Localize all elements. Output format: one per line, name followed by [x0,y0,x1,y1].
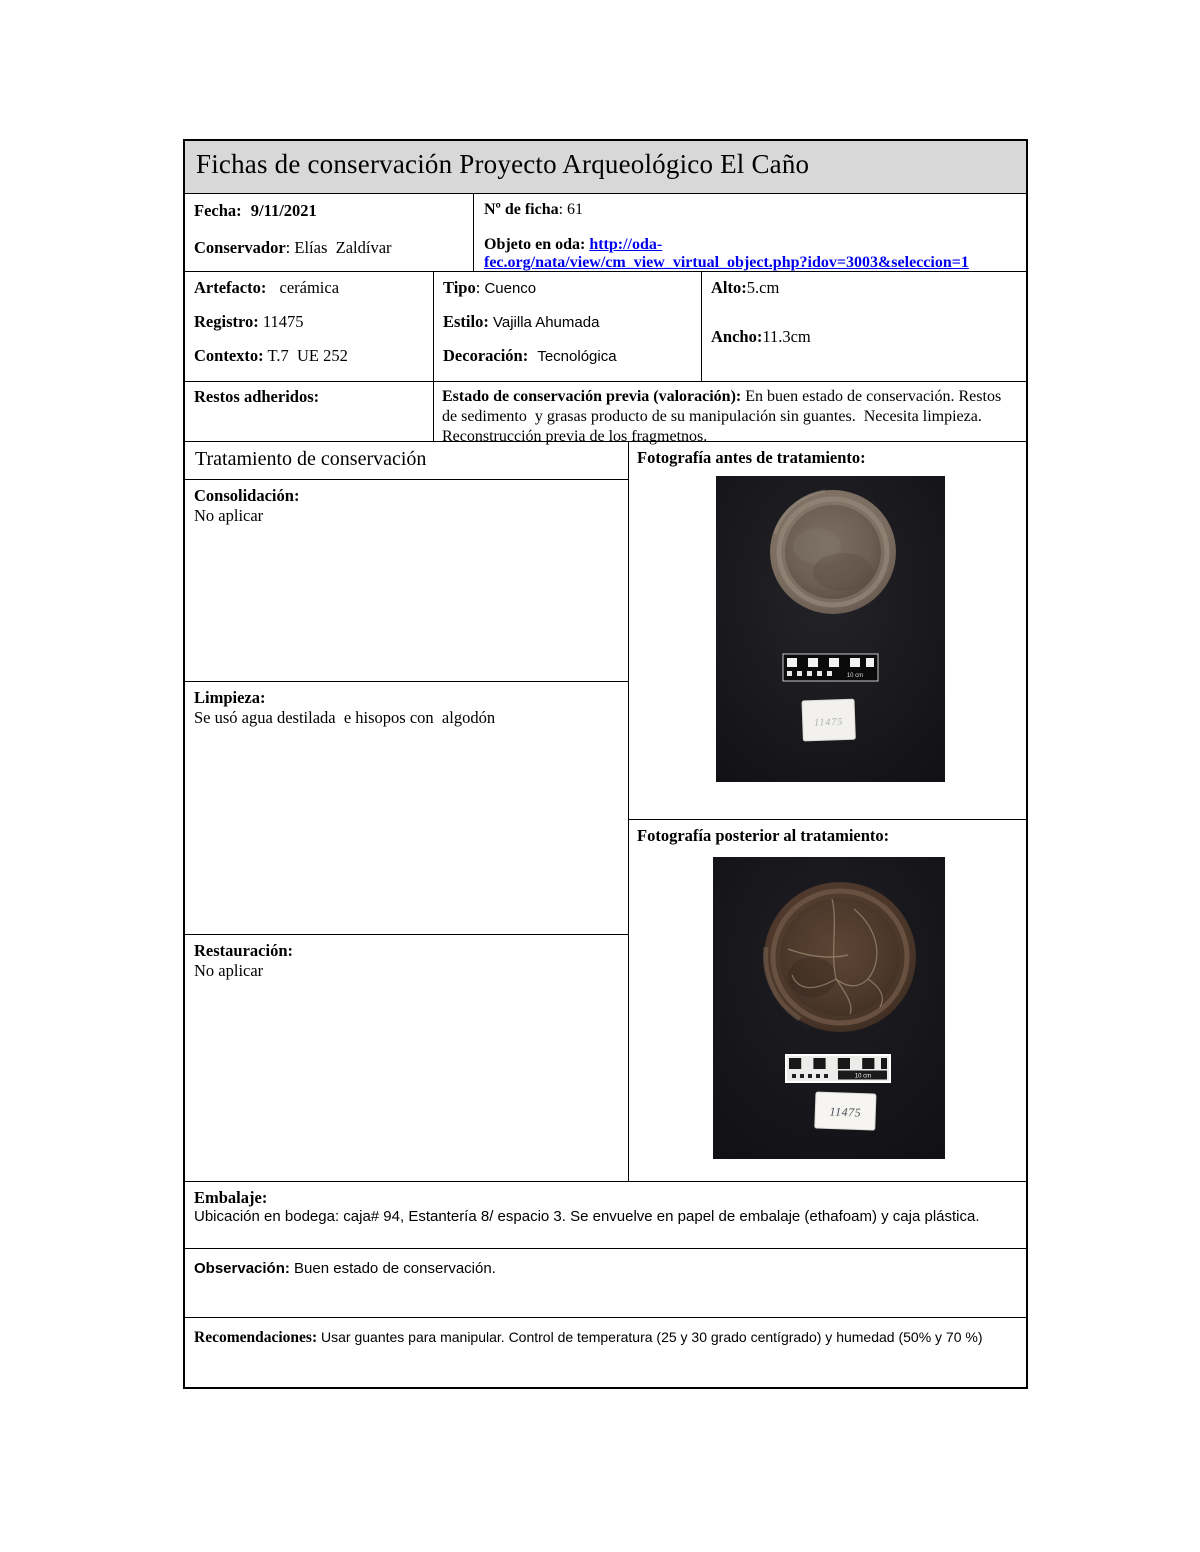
tratamiento-column [185,442,629,1181]
fotos-column [629,442,1026,1181]
decoracion-label: Decoración: [443,346,529,365]
fecha-field [194,201,464,221]
estado-cell [434,382,1026,445]
tag-number-text: 11475 [829,1104,862,1120]
alto-value: 5.cm [746,278,780,297]
limpieza-value: Se usó agua destilada e hisopos con algodón [194,708,496,727]
tipo-value: Cuenco [484,280,537,297]
dimensiones-cell [702,272,1026,381]
estado-label: Estado de conservación previa (valoración): [442,388,742,405]
recomendaciones-row [185,1318,1026,1387]
conservador-field [194,238,464,258]
estilo-value: Vajilla Ahumada [492,314,600,331]
foto-antes-cell [629,442,1026,820]
tratamiento-title: Tratamiento de conservación [195,448,427,470]
ancho-field [711,327,1017,347]
embalaje-value: Ubicación en bodega: caja# 94, Estantería 8/ espacio 3. Se envuelve en papel de embalaje (ethafoam) y caja plástica. [194,1208,980,1225]
artifact-number-tag [802,699,855,741]
tipo-colon: : [475,278,485,297]
ficha-label: Nº de ficha [484,201,559,218]
registro-label: Registro: [194,312,259,331]
contexto-field [194,346,424,366]
scale-bar-label: 10 cm [854,1073,872,1080]
ancho-label: Ancho: [711,327,763,346]
consolidacion-value: No aplicar [194,506,264,525]
contexto-label: Contexto: [194,346,264,365]
fecha-conservador-cell [185,194,474,271]
tratamiento-header [185,442,628,480]
ceramic-bowl-top-view [764,882,916,1032]
scale-bar-label: 10 cm [846,673,864,679]
ficha-field [484,201,1016,219]
ancho-value: 11.3cm [762,327,811,346]
embalaje-row [185,1182,1026,1249]
fecha-value: 9/11/2021 [250,201,317,220]
tipo-cell [434,272,702,381]
photo-before-treatment [716,476,945,782]
limpieza-label: Limpieza: [194,688,266,707]
estado-value: En buen estado de conservación. Restos de sedimento y grasas producto de su manipulación sin guantes. Necesita limpieza. Reconstrucción previa de los fragmetnos. [442,388,1006,445]
restauracion-value: No aplicar [194,961,264,980]
estilo-label: Estilo: [443,312,489,331]
conservador-label: Conservador [194,238,286,257]
restauracion-box [185,935,628,1181]
objeto-label: Objeto en oda: [484,236,586,253]
conservation-form [183,139,1028,1389]
recomendaciones-value: Usar guantes para manipular. Control de temperatura (25 y 30 grado centígrado) y humedad (50% y 70 %) [317,1329,983,1345]
artefacto-value: cerámica [279,278,340,297]
contexto-value: T.7 UE 252 [267,346,348,365]
restos-cell [185,382,434,441]
limpieza-box [185,682,628,935]
alto-field [711,278,1017,298]
ficha-objeto-cell [474,194,1026,271]
fecha-label: Fecha: [194,201,242,220]
photo-scale-bar [783,654,878,681]
header-row [185,194,1026,272]
photo-scale-bar [786,1055,890,1082]
alto-label: Alto: [711,278,747,297]
decoracion-field [443,346,692,366]
photo-after-treatment [713,857,945,1159]
foto-despues-cell [629,820,1026,1181]
registro-value: 11475 [262,312,304,331]
observacion-value: Buen estado de conservación. [289,1260,496,1277]
conservador-value: : Elías Zaldívar [285,238,392,257]
artefacto-field [194,278,424,298]
tipo-label: Tipo [443,278,476,297]
tag-number-text: 11475 [813,716,844,729]
tipo-field [443,278,692,298]
artifact-row [185,272,1026,382]
form-title-bar [185,141,1026,194]
recomendaciones-label: Recomendaciones: [194,1329,318,1346]
registro-field [194,312,424,332]
decoracion-value: Tecnológica [537,348,617,365]
objeto-link-line1[interactable]: http://oda- [589,236,663,253]
estado-row [185,382,1026,445]
tratamiento-section [185,442,1026,1182]
restos-label: Restos adheridos: [194,387,320,406]
estilo-field [443,312,692,332]
objeto-link-line2[interactable]: fec.org/nata/view/cm_view_virtual_object.php?idov=3003&seleccion=1 [484,254,969,271]
observacion-row [185,1249,1026,1318]
artefacto-label: Artefacto: [194,278,267,297]
consolidacion-label: Consolidación: [194,486,300,505]
foto-antes-caption: Fotografía antes de tratamiento: [637,448,866,467]
restauracion-label: Restauración: [194,941,293,960]
objeto-field [484,236,1016,272]
ceramic-bowl-top-view [770,490,896,614]
artefacto-cell [185,272,434,381]
artifact-number-tag [815,1092,876,1130]
observacion-label: Observación: [194,1260,290,1277]
foto-despues-caption: Fotografía posterior al tratamiento: [637,826,890,845]
ficha-value: : 61 [558,201,584,218]
embalaje-label: Embalaje: [194,1188,268,1207]
page-title: Fichas de conservación Proyecto Arqueológico El Caño [196,149,810,179]
consolidacion-box [185,480,628,682]
